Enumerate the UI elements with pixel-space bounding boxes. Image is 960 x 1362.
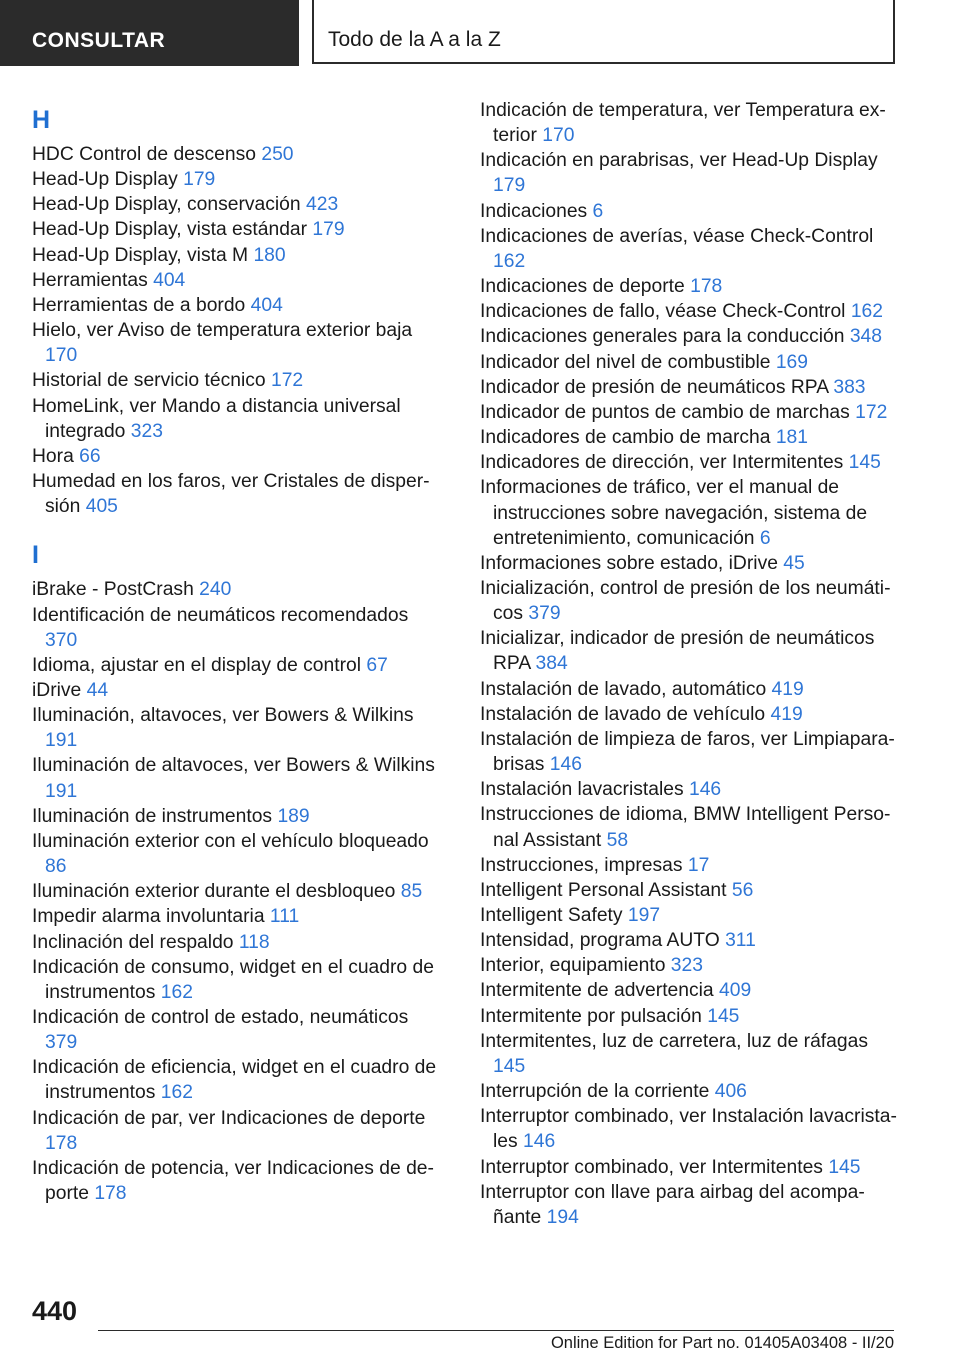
index-entry-text: Inclinación del respaldo — [32, 931, 234, 953]
index-page-link[interactable]: 170 — [45, 345, 78, 367]
index-entry-text: Intermitentes, luz de carretera, luz de ráfagas — [480, 1030, 868, 1052]
index-entry — [480, 98, 900, 148]
index-column-left — [32, 98, 442, 1206]
index-entry-text: Indicación de par, ver Indicaciones de deporte — [32, 1107, 426, 1129]
index-entry — [32, 1106, 442, 1156]
index-page-link[interactable]: 162 — [160, 1082, 193, 1104]
index-entry — [480, 274, 900, 299]
index-page-link[interactable]: 17 — [687, 854, 710, 876]
index-entry — [32, 243, 442, 268]
index-page-link[interactable]: 384 — [535, 653, 568, 675]
index-letter-heading: I — [32, 541, 39, 570]
index-entry — [32, 217, 442, 242]
index-entry-text: Head-Up Display — [32, 169, 178, 191]
index-entry — [32, 1005, 442, 1055]
index-entry-text: Indicación de temperatura, ver Temperatura exterior — [480, 100, 886, 147]
index-entry — [32, 469, 442, 519]
index-entry — [32, 1055, 442, 1105]
index-entry — [32, 829, 442, 879]
index-entry-text: Iluminación exterior durante el desbloqueo — [32, 881, 396, 903]
index-page-link[interactable]: 111 — [269, 906, 300, 928]
index-entry — [32, 192, 442, 217]
index-page-link[interactable]: 162 — [493, 250, 526, 272]
index-page-link[interactable]: 85 — [400, 881, 423, 903]
index-entry-text: Instalación de lavado de vehículo — [480, 703, 766, 725]
index-entry — [480, 350, 900, 375]
index-entry — [480, 928, 900, 953]
index-entry-text: Indicadores de cambio de marcha — [480, 427, 771, 449]
index-page-link[interactable]: 323 — [670, 955, 703, 977]
index-entry-text: Indicación de control de estado, neumáticos — [32, 1007, 409, 1028]
index-entry — [32, 904, 442, 929]
index-letter-heading: H — [32, 106, 51, 134]
index-page-link[interactable]: 146 — [523, 1131, 556, 1153]
index-entry-text: HomeLink, ver Mando a distancia universal integrado — [32, 395, 401, 442]
index-entry — [32, 930, 442, 955]
index-entry — [32, 879, 442, 904]
index-entry — [480, 1029, 900, 1079]
index-entry — [480, 299, 900, 324]
index-entry — [480, 953, 900, 978]
index-entry — [480, 853, 900, 878]
index-entry-text: Intermitente por pulsación — [480, 1005, 702, 1027]
index-page-link[interactable]: 181 — [775, 427, 808, 449]
index-page-link[interactable]: 240 — [199, 579, 232, 601]
index-entry-text: Indicaciones de fallo, véase Check-Control — [480, 301, 846, 323]
index-entry-text: Herramientas — [32, 269, 148, 291]
index-entry — [480, 626, 900, 676]
index-page-link[interactable]: 172 — [855, 401, 888, 423]
index-entry — [480, 224, 900, 274]
index-entry — [480, 400, 900, 425]
index-page-link[interactable]: 118 — [238, 931, 270, 953]
index-page-link[interactable]: 179 — [183, 169, 216, 191]
index-page-link[interactable]: 197 — [627, 905, 661, 926]
index-page-link[interactable]: 45 — [783, 552, 805, 574]
index-entry-text: HDC Control de descenso — [32, 144, 256, 165]
index-entry-text: Instalación de lavado, automático — [480, 678, 767, 700]
index-entry — [480, 878, 900, 903]
index-entry-text: Instalación de limpieza de faros, ver Limpiaparabrisas — [480, 728, 895, 776]
index-entry — [480, 1155, 900, 1180]
index-page-link[interactable]: 145 — [828, 1156, 861, 1178]
index-entry — [480, 677, 900, 702]
index-entry — [32, 293, 442, 318]
index-entry — [480, 1180, 900, 1230]
index-entry-text: Indicaciones de deporte — [480, 276, 685, 298]
index-page-link[interactable]: 145 — [848, 452, 881, 474]
index-entry — [32, 653, 442, 678]
index-page-link[interactable]: 379 — [528, 603, 561, 625]
index-page-link[interactable]: 169 — [775, 351, 808, 373]
index-page-link[interactable]: 146 — [688, 779, 722, 801]
index-column-right — [480, 98, 900, 1230]
index-entry — [480, 802, 900, 852]
index-page-link[interactable]: 323 — [130, 420, 163, 442]
index-page-link[interactable]: 194 — [546, 1206, 579, 1228]
page-header — [0, 0, 960, 66]
index-entry-text: Indicador de puntos de cambio de marchas — [480, 401, 850, 423]
index-page-link[interactable]: 66 — [79, 445, 101, 467]
index-entry — [32, 577, 442, 602]
index-entry-text: Indicadores de dirección, ver Intermitentes — [480, 452, 844, 474]
index-entry — [480, 1079, 900, 1104]
index-entry-text: Indicación de potencia, ver Indicaciones de deporte — [32, 1157, 434, 1205]
index-page-link[interactable]: 162 — [160, 981, 193, 1003]
index-entry — [32, 955, 442, 1005]
index-entry — [32, 804, 442, 829]
index-page-link[interactable]: 178 — [690, 276, 723, 298]
chapter-title: Todo de la A a la Z — [312, 0, 895, 64]
index-entry — [480, 576, 900, 626]
index-entry — [480, 727, 900, 777]
index-page-link[interactable]: 56 — [731, 879, 754, 901]
index-entry-text: Iluminación de altavoces, ver Bowers & Wilkins — [32, 755, 435, 777]
index-page-link[interactable]: 86 — [45, 856, 67, 878]
index-page-link[interactable]: 6 — [592, 200, 604, 222]
index-page-link[interactable]: 405 — [85, 496, 118, 518]
index-page-link[interactable]: 383 — [833, 376, 866, 398]
index-entry-text: Indicaciones de averías, véase Check-Control — [480, 225, 874, 247]
index-page-link[interactable]: 191 — [45, 730, 78, 752]
index-page-link[interactable]: 179 — [493, 175, 526, 197]
index-page-link[interactable]: 145 — [707, 1005, 740, 1027]
index-page-link[interactable]: 44 — [86, 679, 109, 701]
index-page-link[interactable]: 348 — [849, 326, 882, 348]
index-entry-text: Informaciones de tráfico, ver el manual de instrucciones sobre navegación, sistema de entretenimiento, comunicación — [480, 477, 868, 549]
index-page-link[interactable]: 146 — [549, 754, 582, 776]
index-entry-text: Impedir alarma involuntaria — [32, 906, 265, 928]
index-entry-text: Indicación de consumo, widget en el cuadro de instrumentos — [32, 956, 434, 1003]
index-page-link[interactable]: 419 — [771, 678, 804, 700]
index-entry-text: Indicador de presión de neumáticos RPA — [480, 376, 828, 398]
index-entry-text: Idioma, ajustar en el display de control — [32, 654, 362, 676]
index-page-link[interactable]: 404 — [153, 269, 186, 291]
index-entry-text: iDrive — [32, 679, 82, 701]
index-entry — [480, 1004, 900, 1029]
index-entry — [480, 903, 900, 928]
index-entry — [32, 268, 442, 293]
index-entry — [480, 978, 900, 1003]
index-entry-text: Hora — [32, 445, 74, 467]
index-entry — [32, 753, 442, 803]
index-page-link[interactable]: 406 — [714, 1081, 747, 1103]
index-entry-text: Instrucciones de idioma, BMW Intelligent Personal Assistant — [480, 804, 891, 851]
index-entry — [480, 475, 900, 550]
page-number: 440 — [32, 1296, 78, 1326]
index-page-link[interactable]: 404 — [250, 294, 283, 316]
index-page-link[interactable]: 6 — [759, 527, 771, 549]
index-page-link[interactable]: 179 — [312, 219, 345, 241]
index-entry-text: Interior, equipamiento — [480, 955, 666, 977]
index-entry — [32, 318, 442, 368]
index-page-link[interactable]: 409 — [719, 980, 752, 1002]
index-entry-text: Hielo, ver Aviso de temperatura exterior baja — [32, 320, 413, 342]
index-entry-text: Interruptor combinado, ver Instalación lavacristales — [480, 1106, 897, 1153]
index-entry — [480, 1104, 900, 1154]
index-entry-text: Instrucciones, impresas — [480, 854, 683, 876]
index-page-link[interactable]: 172 — [270, 370, 304, 392]
index-entry-text: Head-Up Display, conservación — [32, 194, 301, 216]
index-entry — [32, 1156, 442, 1206]
index-entry-text: Indicación en parabrisas, ver Head-Up Display — [480, 150, 878, 172]
index-entry-text: Indicaciones generales para la conducción — [480, 326, 845, 348]
index-page-link[interactable]: 67 — [366, 654, 388, 676]
index-entry-text: Iluminación exterior con el vehículo bloqueado — [32, 830, 429, 852]
index-entry-text: Intelligent Safety — [480, 905, 623, 926]
index-entry-text: Indicaciones — [480, 200, 588, 222]
index-entry-text: Identificación de neumáticos recomendados — [32, 604, 409, 626]
index-entry — [480, 375, 900, 400]
index-page-link[interactable]: 58 — [606, 829, 629, 851]
index-entry — [480, 777, 900, 802]
index-entry — [480, 199, 900, 224]
index-entry-text: Herramientas de a bordo — [32, 294, 246, 316]
index-entry-text: Humedad en los faros, ver Cristales de dispersión — [32, 471, 430, 518]
index-entry-text: Iluminación, altavoces, ver Bowers & Wilkins — [32, 705, 414, 727]
index-entry — [32, 368, 442, 393]
index-entry-text: Interruptor combinado, ver Intermitentes — [480, 1156, 823, 1178]
index-entry-text: Intensidad, programa AUTO — [480, 930, 720, 952]
index-entry-text: Interrupción de la corriente — [480, 1081, 710, 1103]
index-entry-text: Informaciones sobre estado, iDrive — [480, 552, 778, 574]
index-entry — [32, 142, 442, 167]
index-entry — [32, 703, 442, 753]
index-page-link[interactable]: 162 — [850, 301, 883, 323]
index-entry — [480, 148, 900, 198]
index-entry-text: Inicializar, indicador de presión de neumáticos RPA — [480, 628, 875, 675]
index-page-link[interactable]: 178 — [45, 1132, 78, 1154]
index-entry — [480, 551, 900, 576]
index-entry-text: Indicador del nivel de combustible — [480, 351, 771, 373]
index-entry-text: iBrake - PostCrash — [32, 579, 194, 601]
index-entry-text: Head-Up Display, vista M — [32, 244, 249, 266]
index-entry-text: Inicialización, control de presión de los neumáticos — [480, 577, 891, 625]
index-entry — [480, 702, 900, 727]
index-entry — [32, 678, 442, 703]
index-entry-text: Intermitente de advertencia — [480, 980, 714, 1002]
index-page-link[interactable]: 191 — [45, 780, 78, 802]
footer-edition-text: Online Edition for Part no. 01405A03408 - II/20 — [550, 1334, 894, 1352]
index-page-link[interactable]: 145 — [493, 1055, 526, 1077]
index-page-link[interactable]: 311 — [725, 930, 756, 952]
index-entry — [32, 167, 442, 192]
index-page-link[interactable]: 419 — [770, 703, 803, 725]
index-entry — [32, 603, 442, 653]
index-page-link[interactable]: 423 — [306, 194, 339, 216]
index-entry — [480, 425, 900, 450]
index-entry — [480, 450, 900, 475]
index-page-link[interactable]: 170 — [542, 125, 575, 147]
index-entry — [480, 324, 900, 349]
index-page-link[interactable]: 370 — [45, 629, 78, 651]
index-entry-text: Head-Up Display, vista estándar — [32, 219, 308, 241]
index-entry-text: Intelligent Personal Assistant — [480, 879, 727, 901]
index-page-link[interactable]: 189 — [277, 805, 310, 827]
index-entry-text: Instalación lavacristales — [480, 779, 684, 801]
index-entry-text: Iluminación de instrumentos — [32, 805, 273, 827]
index-entry-text: Indicación de eficiencia, widget en el cuadro de instrumentos — [32, 1057, 437, 1104]
index-page-link[interactable]: 178 — [94, 1183, 127, 1205]
index-entry — [32, 444, 442, 469]
index-entry — [32, 394, 442, 444]
index-page-link[interactable]: 180 — [253, 244, 286, 266]
index-page-link[interactable]: 250 — [261, 144, 294, 165]
index-page-link[interactable]: 379 — [45, 1032, 78, 1054]
footer-divider — [98, 1330, 894, 1331]
section-tab[interactable]: CONSULTAR — [0, 0, 299, 66]
index-entry-text: Interruptor con llave para airbag del acompañante — [480, 1181, 865, 1228]
index-entry-text: Historial de servicio técnico — [32, 370, 266, 392]
